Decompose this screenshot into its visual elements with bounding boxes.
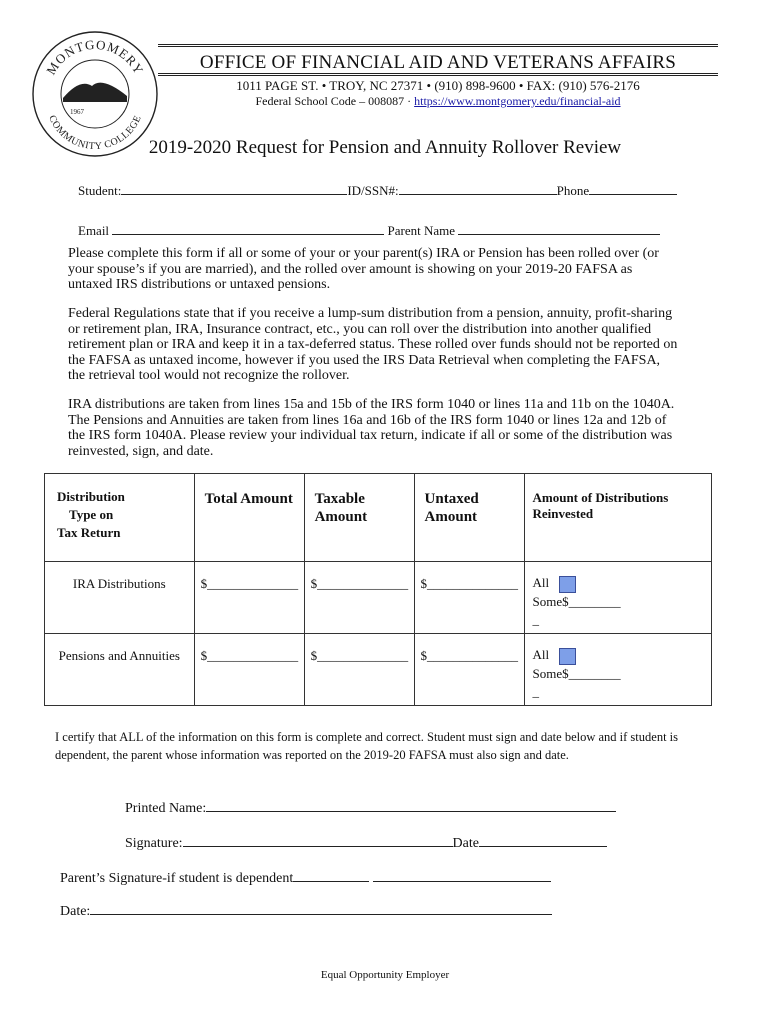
pensions-some-field[interactable]: Some$________ <box>532 665 621 681</box>
date2-field[interactable] <box>90 902 552 915</box>
pensions-underscore: _ <box>532 683 539 699</box>
ira-reinvested-cell <box>524 562 712 634</box>
financial-aid-link[interactable]: https://www.montgomery.edu/financial-aid <box>414 94 621 108</box>
signature-label: Signature: <box>125 836 183 851</box>
parent-name-label: Parent Name <box>387 223 456 238</box>
parent-signature-field-a[interactable] <box>293 869 369 882</box>
certification-text: I certify that ALL of the information on this form is complete and correct. Student must sign and date below and if student is dependent, the parent whose information was reported on the 2019-20 FAFSA must also sign and date. <box>55 730 679 762</box>
parent-signature-field-b[interactable] <box>373 869 551 882</box>
pensions-all-checkbox[interactable] <box>559 648 576 665</box>
pensions-untaxed-field[interactable]: $______________ <box>414 634 524 706</box>
school-code-line <box>158 94 718 109</box>
pensions-label: Pensions and Annuities <box>45 634 195 706</box>
parent-signature-row <box>60 869 551 887</box>
parent-name-field[interactable] <box>458 222 660 235</box>
ira-some-field[interactable]: Some$________ <box>532 593 621 609</box>
table-header-row <box>45 474 712 562</box>
signature-field[interactable] <box>183 834 453 847</box>
ira-all-label: All <box>532 575 550 590</box>
footer-text: Equal Opportunity Employer <box>320 969 450 981</box>
ira-label: IRA Distributions <box>45 562 195 634</box>
ira-taxable-field[interactable]: $______________ <box>304 562 414 634</box>
mountain-icon <box>63 83 127 102</box>
printed-name-row <box>125 799 616 817</box>
date2-row <box>60 902 552 920</box>
address-line: 1011 PAGE ST. • TROY, NC 27371 • (910) 898-9600 • FAX: (910) 576-2176 <box>236 78 640 93</box>
printed-name-field[interactable] <box>206 799 616 812</box>
parent-signature-label: Parent’s Signature-if student is dependent <box>60 871 294 886</box>
phone-field[interactable] <box>589 182 677 195</box>
date-field[interactable] <box>479 834 607 847</box>
header-taxable-amount: Taxable Amount <box>304 474 414 562</box>
ira-untaxed-field[interactable]: $______________ <box>414 562 524 634</box>
header-total-amount: Total Amount <box>194 474 304 562</box>
signature-row <box>125 834 607 852</box>
pensions-total-field[interactable]: $______________ <box>194 634 304 706</box>
phone-label: Phone <box>556 183 590 198</box>
instructions-paragraph: Please complete this form if all or some of your or your parent(s) IRA or Pension has been rolled over (or your spouse’s if you are married), and the rolled over amount is showing on your 2019-20 FAFSA as untaxed IRS distributions or untaxed pensions. <box>68 246 659 292</box>
office-title: OFFICE OF FINANCIAL AID AND VETERANS AFFAIRS <box>199 52 677 73</box>
student-info-row <box>78 182 677 199</box>
form-title: 2019-2020 Request for Pension and Annuity Rollover Review <box>148 137 622 158</box>
table-row-pensions <box>45 634 712 706</box>
id-ssn-label: ID/SSN#: <box>347 183 399 198</box>
email-label: Email <box>78 223 110 238</box>
email-field[interactable] <box>112 222 384 235</box>
table-row-ira <box>45 562 712 634</box>
school-code: Federal School Code – 008087 · <box>255 94 415 108</box>
student-label: Student: <box>78 183 122 198</box>
ira-lines-paragraph: IRA distributions are taken from lines 15a and 15b of the IRS form 1040 or lines 11a and 11b on the 1040A. The Pensions and Annuities are taken from lines 16a and 16b of the IRS form 1040 or lines 12a and 12b of the IRS form 1040A. Please review your individual tax return, indicate if all or some of the distribution was reinvested, sign, and date. <box>68 397 675 459</box>
ira-underscore: _ <box>532 611 539 627</box>
date2-label: Date: <box>60 904 91 919</box>
printed-name-label: Printed Name: <box>125 801 207 816</box>
logo-text-top: MONTGOMERY <box>43 36 147 78</box>
date-label: Date <box>452 836 479 851</box>
student-field[interactable] <box>121 182 347 195</box>
distribution-table <box>44 473 712 706</box>
pensions-reinvested-cell <box>524 634 712 706</box>
ira-all-checkbox[interactable] <box>559 576 576 593</box>
logo-text-bottom: COMMUNITY COLLEGE <box>46 113 144 153</box>
regulations-paragraph: Federal Regulations state that if you receive a lump-sum distribution from a pension, annuity, profit-sharing or retirement plan, IRA, Insurance contract, etc., you can roll over the distribution into another qualified retirement plan or IRA and keep it in a tax-deferred status. These rolled over funds should not be reported on the FAFSA as untaxed income, however if you used the IRS Data Retrieval when completing the FAFSA, the retrieval tool would not recognize the rollover. <box>68 306 678 383</box>
pensions-taxable-field[interactable]: $______________ <box>304 634 414 706</box>
header-reinvested: Amount of Distributions Reinvested <box>524 474 712 562</box>
logo-year: 1967 <box>70 108 84 116</box>
pensions-all-label: All <box>532 647 550 662</box>
header-distribution-type: Distribution Type on Tax Return <box>45 474 195 562</box>
ira-total-field[interactable]: $______________ <box>194 562 304 634</box>
id-ssn-field[interactable] <box>399 182 557 195</box>
email-row <box>78 222 660 239</box>
header-untaxed-amount: Untaxed Amount <box>414 474 524 562</box>
